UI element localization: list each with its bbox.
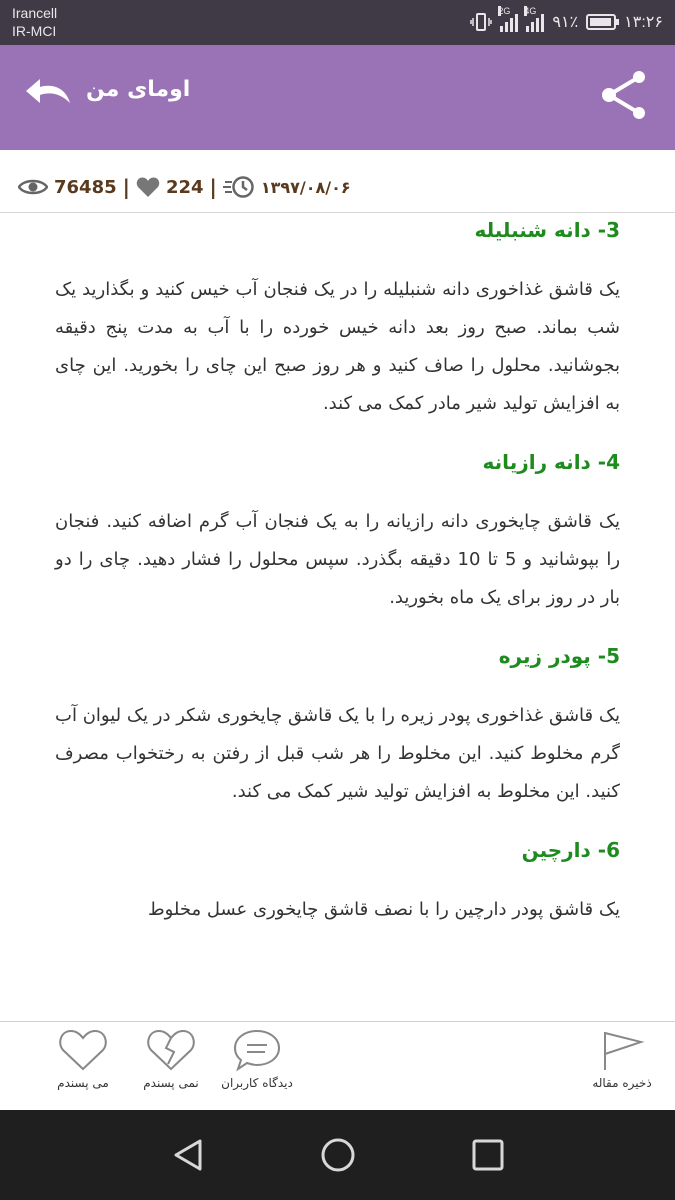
app-bar [0, 45, 675, 150]
clock: ۱۳:۲۶ [624, 14, 663, 31]
signal-icon-2 [524, 6, 544, 32]
battery-percent: ۹۱٪ [552, 14, 579, 31]
save-article-button[interactable] [582, 1028, 662, 1090]
network-type-1: 2G [498, 6, 511, 16]
signal-icon-1 [498, 6, 518, 32]
battery-icon [586, 14, 616, 30]
comment-icon [232, 1028, 282, 1072]
clock-history-icon [223, 175, 255, 199]
heart-outline-icon [58, 1028, 108, 1072]
meta-separator: | [209, 175, 217, 199]
square-recents-icon [468, 1135, 508, 1175]
section-paragraph: یک قاشق چایخوری دانه رازیانه را به یک فنجان آب گرم اضافه کنید. فنجان را بپوشانید و 5 تا 10 دقیقه بگذرد. سپس محلول را فشار دهید. چای را دو بار در روز برای یک ماه بخورید. [55, 511, 621, 608]
dislike-button[interactable] [132, 1028, 210, 1090]
section-paragraph: یک قاشق غذاخوری پودر زیره را با یک قاشق چایخوری شکر در یک لیوان آب گرم مخلوط کنید. این مخلوط را هر شب قبل از رفتن به رختخواب مصرف کنید. این مخلوط به افزایش تولید شیر کمک می کند. [55, 705, 620, 802]
section-paragraph: یک قاشق پودر دارچین را با نصف قاشق چایخوری عسل مخلوط [147, 899, 620, 920]
nav-recents-button[interactable] [468, 1135, 508, 1175]
heart-icon [136, 176, 160, 198]
view-count: 76485 [54, 176, 117, 198]
status-icons [470, 8, 663, 36]
save-article-label: ذخیره مقاله [592, 1076, 652, 1090]
section-heading: 6- دارچین [521, 838, 620, 862]
carrier-network: IR-MCI [12, 23, 57, 39]
publish-date: ۱۳۹۷/۰۸/۰۶ [260, 177, 351, 197]
circle-home-icon [318, 1135, 358, 1175]
vibrate-icon [470, 12, 492, 32]
system-nav-bar [0, 1110, 675, 1200]
section-heading: 5- پودر زیره [498, 644, 620, 668]
network-type-2: 4G [524, 6, 537, 16]
app-title: اومای من [86, 77, 191, 102]
article-meta [18, 170, 351, 204]
article-content [55, 213, 620, 929]
article-body[interactable] [0, 213, 675, 1021]
broken-heart-icon [146, 1028, 196, 1072]
action-bar [0, 1021, 675, 1110]
back-arrow-icon [22, 75, 74, 109]
like-count: 224 [165, 176, 204, 198]
flag-icon [597, 1028, 647, 1072]
carrier-info [12, 4, 57, 40]
comments-button[interactable] [212, 1028, 302, 1090]
comments-label: دیدگاه کاربران [221, 1076, 293, 1090]
nav-home-button[interactable] [318, 1135, 358, 1175]
section-heading: 4- دانه رازیانه [482, 450, 620, 474]
share-button[interactable] [597, 67, 653, 123]
carrier-name: Irancell [12, 5, 58, 21]
eye-icon [18, 177, 48, 197]
back-button[interactable] [22, 75, 82, 115]
triangle-back-icon [168, 1135, 208, 1175]
like-label: می پسندم [57, 1076, 109, 1090]
share-icon [597, 67, 653, 123]
like-button[interactable] [50, 1028, 116, 1090]
section-heading: 3- دانه شنبلیله [474, 218, 620, 242]
meta-separator: | [122, 175, 130, 199]
section-paragraph: یک قاشق غذاخوری دانه شنبلیله را در یک فنجان آب خیس کنید و بگذارید یک شب بماند. صبح روز بعد دانه خیس خورده را با آب به مدت پنج دقیقه بجوشانید. محلول را صاف کنید و هر روز صبح این چای را بخورید. این چای به افزایش تولید شیر مادر کمک می کند. [55, 279, 620, 414]
nav-back-button[interactable] [168, 1135, 208, 1175]
status-bar [0, 0, 675, 45]
dislike-label: نمی پسندم [143, 1076, 199, 1090]
